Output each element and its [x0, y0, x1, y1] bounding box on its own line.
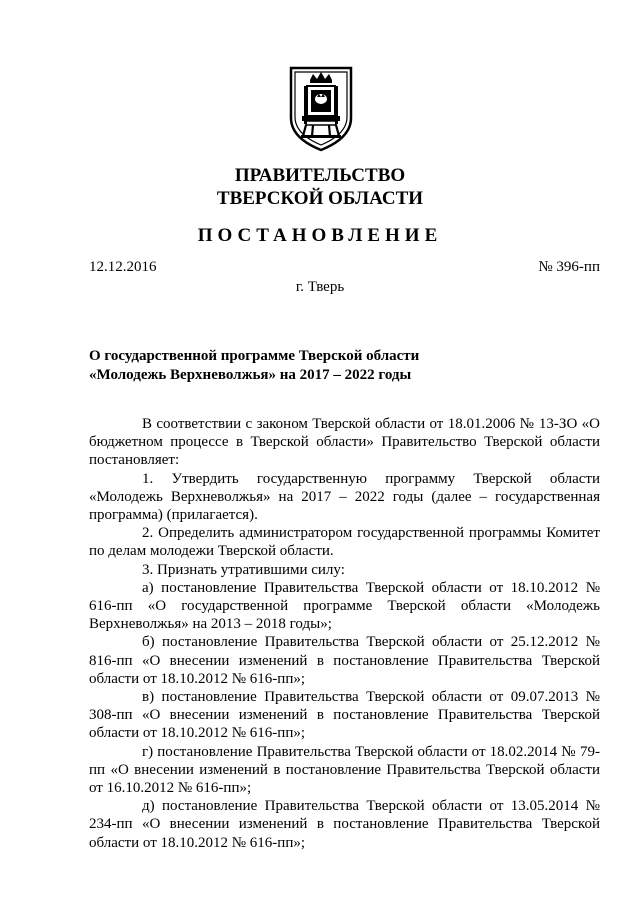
- document-kind: ПОСТАНОВЛЕНИЕ: [197, 225, 443, 246]
- document-body: [89, 415, 600, 852]
- tver-coat-of-arms-icon: [288, 66, 354, 152]
- paragraph-item-3a: а) постановление Правительства Тверской области от 18.10.2012 № 616-пп «О государственной программе Тверской области «Молодежь Верхневолжья» на 2013 – 2018 годы»;: [89, 579, 600, 633]
- paragraph-item-3b: б) постановление Правительства Тверской области от 25.12.2012 № 816-пп «О внесении изменений в постановление Правительства Тверской области от 18.10.2012 № 616-пп»;: [89, 634, 600, 687]
- paragraph-preamble: В соответствии с законом Тверской области от 18.01.2006 № 13-ЗО «О бюджетном процессе в Тверской области» Правительство Тверской области постановляет:: [89, 416, 600, 469]
- document-subject: [89, 347, 509, 385]
- subject-line2: «Молодежь Верхневолжья» на 2017 – 2022 годы: [89, 367, 412, 383]
- paragraph-item-3: 3. Признать утратившими силу:: [142, 561, 345, 578]
- paragraph-item-1: 1. Утвердить государственную программу Тверской области «Молодежь Верхневолжья» на 2017 – 2022 годы (далее – государственная программа) (прилагается).: [89, 470, 600, 524]
- document-number: № 396-пп: [538, 259, 600, 275]
- subject-line1: О государственной программе Тверской области: [89, 348, 420, 364]
- document-city: г. Тверь: [295, 279, 345, 295]
- paragraph-item-2: 2. Определить администратором государственной программы Комитет по делам молодежи Тверской области.: [89, 525, 600, 560]
- government-title-line1: ПРАВИТЕЛЬСТВО: [234, 165, 406, 186]
- paragraph-item-3v: в) постановление Правительства Тверской области от 09.07.2013 № 308-пп «О внесении изменений в постановление Правительства Тверской области от 18.10.2012 № 616-пп»;: [89, 689, 600, 742]
- government-title-line2: ТВЕРСКОЙ ОБЛАСТИ: [216, 188, 424, 209]
- paragraph-item-3d: д) постановление Правительства Тверской области от 13.05.2014 № 234-пп «О внесении изменений в постановление Правительства Тверской области от 18.10.2012 № 616-пп»;: [89, 798, 600, 851]
- document-date: 12.12.2016: [89, 259, 157, 275]
- paragraph-item-3g: г) постановление Правительства Тверской области от 18.02.2014 № 79-пп «О внесении изменений в постановление Правительства Тверской области от 16.10.2012 № 616-пп»;: [89, 743, 600, 797]
